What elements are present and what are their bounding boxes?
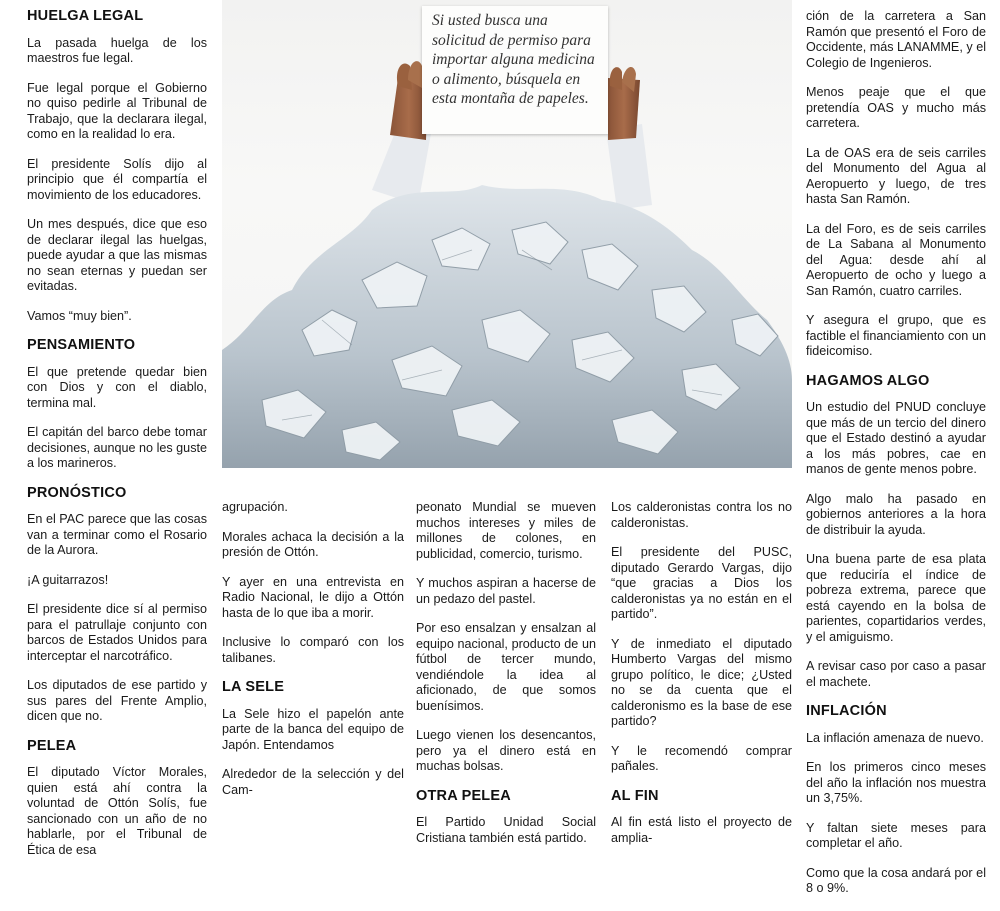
paragraph: Y de inmediato el diputado Humberto Vargas del mismo grupo político, le dice; ¿Usted no se da cuenta que el calderonismo es la base de ese partido? (611, 636, 792, 728)
paragraph: El que pretende quedar bien con Dios y con el diablo, termina mal. (27, 364, 207, 410)
paragraph: Los calderonistas contra los no calderonistas. (611, 500, 792, 530)
paragraph: Luego vienen los desencantos, pero ya el dinero está en muchas bolsas. (416, 728, 596, 773)
section-heading: PENSAMIENTO (27, 337, 136, 353)
column-1 (27, 9, 207, 872)
paragraph: La pasada huelga de los maestros fue legal. (27, 35, 207, 65)
paragraph: Y asegura el grupo, que es factible el financiamiento con un fideicomiso. (806, 313, 986, 358)
paragraph: Una buena parte de esa plata que reduciría el índice de pobreza extrema, parece que está cayendo en la bolsa de parientes, copartidarios verdes, y el amiguismo. (806, 552, 986, 644)
section-heading: PRONÓSTICO (27, 484, 127, 501)
section-heading: INFLACIÓN (806, 703, 887, 719)
paragraph: Por eso ensalzan y ensalzan al equipo nacional, producto de un fútbol de tercer mundo, vendiéndole la idea al aficionado, de que somos buenísimos. (416, 621, 596, 713)
section-heading: PELEA (27, 737, 77, 754)
paragraph: Alrededor de la selección y del Cam- (222, 767, 404, 797)
paragraph: A revisar caso por caso a pasar el machete. (806, 659, 986, 689)
paragraph: peonato Mundial se mueven muchos intereses y miles de millones de colones, en publicidad, comercio, turismo. (416, 500, 596, 561)
paragraph: Un mes después, dice que eso de declarar ilegal las huelgas, puede ayudar a que las mismas no sean eternas y puedan ser evitadas. (27, 217, 207, 293)
paragraph: Morales achaca la decisión a la presión de Ottón. (222, 529, 404, 559)
paragraph: Y ayer en una entrevista en Radio Nacional, le dijo a Ottón hasta de lo que iba a morir. (222, 574, 404, 620)
paragraph: La del Foro, es de seis carriles de La Sabana al Monumento del Agua: desde ahí al Aeropuerto de ocho y luego a San Ramón, cuatro carriles. (806, 221, 986, 298)
paragraph: El Partido Unidad Social Cristiana también está partido. (416, 815, 596, 845)
paragraph: Y le recomendó comprar pañales. (611, 743, 792, 773)
paragraph: La de OAS era de seis carriles del Monumento del Agua al Aeropuerto y luego, de tres hasta San Ramón. (806, 145, 986, 206)
column-5 (806, 9, 986, 911)
paragraph: Fue legal porque el Gobierno no quiso pedirle al Tribunal de Trabajo, que la declarara ilegal, como en la realidad lo era. (27, 80, 207, 141)
paragraph: El presidente del PUSC, diputado Gerardo Vargas, dijo “que gracias a Dios los calderonistas ya no están en el partido”. (611, 545, 792, 621)
paragraph: Algo malo ha pasado en gobiernos anteriores a la hora de distribuir la ayuda. (806, 491, 986, 537)
paragraph: En los primeros cinco meses del año la inflación nos muestra un 3,75%. (806, 760, 986, 805)
paragraph: El diputado Víctor Morales, quien está ahí contra la voluntad de Ottón Solís, fue sancionado con un año de no hablarle, por el Tribunal de Ética de esa (27, 765, 207, 857)
section-heading: AL FIN (611, 787, 659, 804)
paragraph: En el PAC parece que las cosas van a terminar como el Rosario de la Aurora. (27, 512, 207, 557)
paragraph: Y faltan siete meses para completar el año. (806, 820, 986, 850)
column-2 (222, 500, 404, 812)
paragraph: Un estudio del PNUD concluye que más de un tercio del dinero que el Estado destinó a ayudar a los más pobres, cae en manos de gente menos pobre. (806, 400, 986, 476)
paragraph: Los diputados de ese partido y sus pares del Frente Amplio, dicen que no. (27, 678, 207, 723)
paragraph: Inclusive lo comparó con los talibanes. (222, 635, 404, 665)
paragraph: El presidente Solís dijo al principio que él compartía el movimiento de los educadores. (27, 156, 207, 202)
paragraph: Como que la cosa andará por el 8 o 9%. (806, 865, 986, 895)
paragraph: ción de la carretera a San Ramón que presentó el Foro de Occidente, más LANAMME, y el Colegio de Ingenieros. (806, 9, 986, 70)
paragraph: La Sele hizo el papelón ante parte de la banca del equipo de Japón. Entendamos (222, 706, 404, 752)
section-heading: HUELGA LEGAL (27, 8, 144, 24)
paragraph: El capitán del barco debe tomar decisiones, aunque no les guste a los marineros. (27, 425, 207, 470)
photo-caption: Si usted busca una solicitud de permiso para importar alguna medicina o alimento, búsquela en esta montaña de papeles. (432, 12, 595, 107)
paragraph: Al fin está listo el proyecto de amplia- (611, 815, 792, 845)
paragraph: Vamos “muy bien”. (27, 308, 132, 323)
paragraph: agrupación. (222, 500, 288, 514)
section-heading: OTRA PELEA (416, 787, 511, 804)
column-3 (416, 500, 596, 860)
section-heading: HAGAMOS ALGO (806, 372, 930, 389)
paragraph: ¡A guitarrazos! (27, 572, 109, 587)
section-heading: LA SELE (222, 679, 285, 695)
paragraph: El presidente dice sí al permiso para el patrullaje conjunto con barcos de Estados Unidos para interceptar el narcotráfico. (27, 602, 207, 663)
paragraph: Menos peaje que el que pretendía OAS y mucho más carretera. (806, 85, 986, 130)
column-4 (611, 500, 792, 860)
paragraph: La inflación amenaza de nuevo. (806, 730, 984, 745)
paragraph: Y muchos aspiran a hacerse de un pedazo del pastel. (416, 576, 596, 606)
